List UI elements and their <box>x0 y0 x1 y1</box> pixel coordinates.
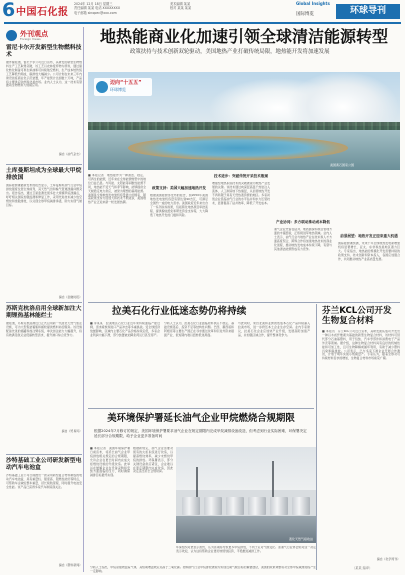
divider <box>316 304 317 570</box>
lead-subsection-title: 前景展望：地热开发正迎来重大机遇 <box>340 234 398 238</box>
page-number: 6 <box>2 0 16 21</box>
lng-terminal-photo <box>176 447 316 543</box>
email-line: 电子邮箱 sinopec@xxx.com <box>74 10 117 15</box>
sidebar-item-source: 摘自《金融时报》 <box>58 295 82 299</box>
sidebar-item-body: 据报道，苏斯克杭洛港近日正式启用新一代液化天然气加注设施，可为大型集装箱船和邮轮提供燃料补给服务。该设施配备先进的储罐和加注臂系统，单次加注能力大幅提升，将有效满足航运业低碳转型需求，提升港口综合竞争力。 <box>6 322 82 337</box>
divider <box>6 164 82 165</box>
footer-credit: （某某 编译） <box>352 566 373 570</box>
photo-caption: 液化天然气接收站 <box>288 537 313 541</box>
lead-column: 油气企业凭借在钻井、地质勘探和项目管理方面的丰富经验，正积极进军地热领域。业内人士表示，油气行业与地热产业在技术和人才方面高度契合，跨界合作将加速地热技术的商业化进程，推动地热发电成本持续下降，有望与其他清洁能源形成有力竞争。 <box>274 228 332 251</box>
right-source: 摘自《化学周刊》 <box>376 557 400 561</box>
middle-column: 与此同时，来自北美和亚洲的低成本石化产品持续涌入拉美市场，进一步挤压本土企业生存空间。业内专家建议，拉美石化企业应加快产业升级，发展高附加值产品，并加强区域合作，提升整体竞争力。 <box>238 322 310 337</box>
lead-column-group <box>274 174 332 294</box>
editor-line: 责任编辑 某某 电话 XXXXXXXX <box>74 6 121 11</box>
globe-icon <box>96 81 108 93</box>
sidebar-item <box>6 458 82 568</box>
sidebar-item-title: 土库曼斯坦成为全球最大甲烷排放国 <box>6 168 82 181</box>
lead-column-group <box>338 174 400 298</box>
proof-line: 校对 某某 某某 <box>170 6 192 11</box>
lead-column: ■ 本报记者 地热能作为一种清洁、稳定、可再生的能源，近年来在全球能源转型中的地位日益凸显。与风能、太阳能等间歇性能源不同，地热能不受天气和季节影响，能够提供全天候稳定电力供应，被誉为理想的基荷能源。美国是全球地热发电装机容量最大的国家，随着政策支持力度加大和技术不断进步，美国地热产业正迎来新一轮发展热潮。 <box>88 174 146 205</box>
lead-subsection-title: 政策支持：美国大幅加速地热开发 <box>152 186 206 190</box>
masthead-info-2 <box>170 2 260 11</box>
badge-title: 迈向“十五五” <box>110 80 142 86</box>
sidebar-item <box>6 45 82 157</box>
section-label-en: Global Insights <box>296 1 330 6</box>
column-name: 外刊观点 <box>20 30 48 38</box>
sidebar-item-source: 摘自《贸易风》 <box>61 429 82 433</box>
divider <box>88 408 314 409</box>
bottom-column: 根据新规定，油气企业需要对现有的火炬系统进行改造，以提高燃烧效率，减少未燃烧甲烷的排放。环保署表示，部分关键设备供应紧张，企业难以在原定期限内完成改造，因此决定适当延长合规时间。 <box>133 447 173 474</box>
storage-tank <box>270 497 288 515</box>
column-logo-icon <box>6 30 17 41</box>
storage-tank <box>182 497 200 515</box>
bottom-headline: 美环境保护署延长油气企业甲烷燃烧合规期限 <box>107 413 295 424</box>
sidebar-item-title: 沙特基础工业公司研发新型电动汽车电池盒 <box>6 458 82 471</box>
photo-caption: 美国黄石国家公园 <box>330 163 355 167</box>
section-title: 环球导刊 <box>336 4 400 19</box>
lead-column: 国际能源署预测，未来十年全球地热发电新增装机将显著增长，亚太、东非和拉美地区潜力巨大。专家指出，地热能的规模化开发需要持续的政策支持、技术创新和资本投入，各国应加强合作，共同推动地热产业高质量发展。 <box>338 242 400 261</box>
lead-subsection-title: 技术进步：突破传统开采技术瓶颈 <box>214 174 268 178</box>
sidebar-item-title: 雷尼卡尔开发新型生物燃料技术 <box>6 45 82 58</box>
bottom-column: 分析人士指出，甲烷是强效温室气体，其短期增温效应远高于二氧化碳。控制油气行业甲烷排放被视为实现近期气候目标的重要途径，美国的政策调整将对全球甲烷减排进程产生一定影响。 <box>90 566 316 573</box>
sidebar-item <box>6 168 82 300</box>
divider <box>88 302 400 303</box>
middle-column: 分析人士认为，拉美石化行业面临原料供应不稳定、基础设施落后、投资不足等结构性问题。巴西、墨西哥和阿根廷等主要生产国正在寻求通过改革和引进外资来提振产业，但短期内难以扭转低迷局面。 <box>164 322 234 337</box>
storage-tank <box>248 497 266 515</box>
lead-column: 增强型地热系统技术的突破被视为地热产业发展的关键。该技术通过向深层高温干热岩注入流体，人工制造地下热储层，从而使地热开发不再局限于具有天然热液资源的地区。多家初创企业借鉴油气行业的水平钻井和水力压裂技术，显著提高了钻井效率，降低了开发成本。 <box>212 182 270 205</box>
storage-tank <box>226 497 244 515</box>
middle-headline: 拉美石化行业低迷态势仍将持续 <box>112 306 247 317</box>
sidebar-header <box>6 29 82 42</box>
sidebar-item-source: 摘自《油气杂志》 <box>58 152 82 156</box>
layout-line: 美术编辑 某某 <box>170 2 191 6</box>
bottom-subhead: 根据2024年7月修订的规定，美国环境保护署要求油气企业在规定期限内完成甲烷减排设备改造，但考虑到行业实际困难，环保署决定延长部分合规期限，给予企业更多准备时间 <box>94 429 307 439</box>
right-column: ■ 本报讯 芬兰KCL公司近日宣布，其研发团队成功开发出一种以木质纤维素为基础的新型生物复合材料，该材料可替代部分石油基塑料，用于包装、汽车零部件和消费电子产品外壳等领域。据介绍，这种生物复合材料具有良好的机械性能和可加工性，且可生物降解或循环利用，有助于减少塑料污染和碳排放。公司表示，已与多家下游企业开展合作测试，计划于明年实现小规模量产。专家认为，随着全球对可持续材料需求的增加，生物复合材料市场前景广阔。 <box>322 330 400 361</box>
lead-subsection-title: 产业协同：多方联动推动成本降低 <box>276 220 330 224</box>
lead-column-group <box>212 174 270 294</box>
date-line: 2024年 12月 18日 星期三 <box>74 2 113 6</box>
storage-tank <box>204 497 222 515</box>
paper-logo: 中国石化报 <box>16 7 69 18</box>
lead-column: 根据美国能源部发布的报告，到2050年美国地热发电装机容量有望达到90吉瓦，可满足全国约一成的电力需求。美国政府近年来出台了一系列扶持政策，包括简化地热项目审批流程、提供税收抵免和研发资金支持等，大大降低了地热开发的门槛和风险。 <box>150 194 208 217</box>
middle-column: ■ 李某某 拉美地区石化行业近年来持续面临产能过剩、需求疲软和进口产品冲击等多重挑战。受全球经济放缓影响，区域内主要石化产品价格持续走低，多家企业利润大幅下滑，部分装置被迫降负荷运行甚至停产。 <box>90 322 160 337</box>
bottom-column: ■ 本报记者 美国环境保护署日前宣布，将延长油气企业甲烷排放相关规定的合规期限，允许企业在更长时间内完成火炬燃烧设施的升级改造。此举旨在缓解企业在设备采购和安装方面面临的压力，同时确保减排目标最终实现。 <box>90 447 130 478</box>
bottom-column: 环保组织对此表示担忧，认为延期将导致更多甲烷排放，不利于应对气候变化。而油气行业协会则对这一决定表示欢迎，认为这将帮助企业更好地规划投资，平稳推进减排工作。 <box>176 546 316 553</box>
hot-spring-pool <box>128 136 348 160</box>
sidebar-item-body: 据外媒报道，雷尼卡尔公司近日宣布，其研发的新型生物燃料生产工艺取得突破，该工艺以农林废弃物为原料，通过催化转化制备可再生柴油和可持续航空燃料，生产成本较传统工艺降低约两成，碳排放大幅减少。公司计划在未来三年内建设首座商业化示范装置，年产能预计达到数十万吨，产品将主要供应欧洲和北美市场。业内人士认为，这一技术有望推动生物燃料大规模应用。 <box>6 61 82 88</box>
sidebar-item <box>6 306 82 434</box>
sidebar-item-title: 苏斯克杭洛启用全球新加注大期锂热基林能烂士 <box>6 306 82 319</box>
right-headline: 芬兰KCL公司开发生物复合材料 <box>322 306 392 326</box>
series-badge <box>94 78 152 96</box>
section-label-cn: 国际博览 <box>296 12 314 17</box>
badge-subtitle: 环球博览 <box>110 87 126 92</box>
tree-line <box>88 122 400 130</box>
sidebar-item-source: 摘自《塑料新闻》 <box>58 563 82 567</box>
lead-subhead: 政策扶持与技术创新双轮驱动，美国地热产业打破传统局限，地热能开发将加速发展 <box>130 49 330 55</box>
divider <box>6 454 82 455</box>
storage-tank <box>292 497 310 515</box>
sidebar-item-body: 沙特基础工业公司日前推出一款采用新型复合材料制成的电动汽车电池盒，具有重量轻、强度高、阻燃性能好等特点，可帮助车企减轻整车重量，延长续航里程，同时提升电池安全性能。该产品已获得多家汽车制造商关注。 <box>6 474 82 489</box>
sidebar-item-body: 国际能源署最新发布的报告显示，土库曼斯坦油气行业甲烷排放强度位居全球前列，其天然气田和输气管道泄漏问题突出。报告指出，通过卫星监测发现多处大规模甲烷泄漏点，呼吁相关国家加强监测和修复工作，采用先进技术减少放空燃烧和逸散排放，以兑现全球甲烷减排承诺，助力实现气候目标。 <box>6 184 82 207</box>
lead-headline: 地热能商业化加速引领全球清洁能源转型 <box>99 27 388 46</box>
column-name-en: Foreign Views <box>20 37 41 41</box>
lead-column-group <box>150 174 208 290</box>
divider <box>6 302 82 303</box>
